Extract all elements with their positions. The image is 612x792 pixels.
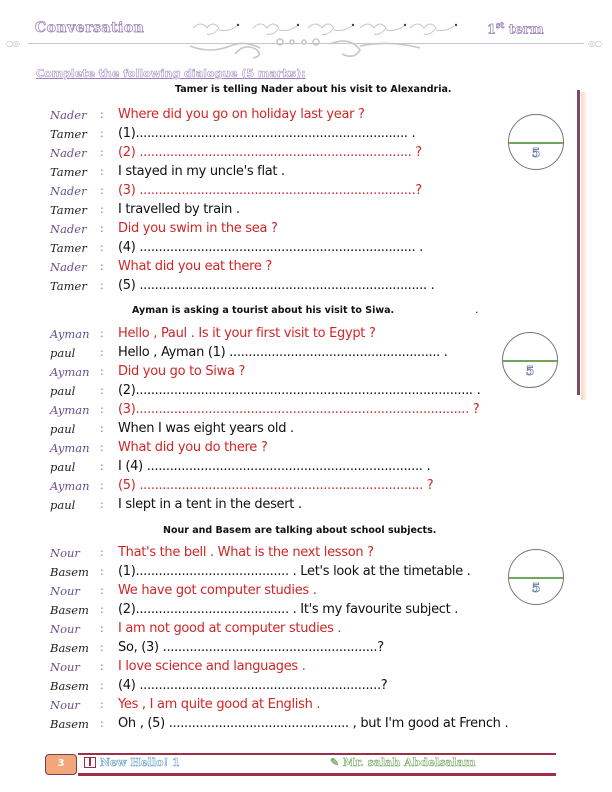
- series-title: New Hello! 1: [100, 756, 180, 769]
- answer-blank[interactable]: (1)....................................................................... .: [118, 126, 416, 141]
- dialogue-line: Tamer : I travelled by train .: [50, 202, 240, 217]
- stray-mark: .: [475, 303, 479, 316]
- score-circle: 5: [502, 332, 558, 388]
- dialogue-line: paul : I slept in a tent in the desert .: [50, 497, 302, 512]
- dialogue-line[interactable]: paul : I (4) ........................................................................ .: [50, 459, 431, 474]
- dialogue-line[interactable]: Ayman : (3)....................................................................................... ?: [50, 402, 480, 417]
- answer-blank[interactable]: (2)........................................ . It's my favourite subject .: [118, 602, 459, 617]
- dialogue-line[interactable]: Ayman : (5) .......................................................................... ?: [50, 478, 434, 493]
- flourish-ornament-icon: [180, 36, 440, 62]
- dialogue-1-subtitle: Tamer is telling Nader about his visit to Alexandria.: [175, 84, 452, 95]
- hearts-ornament-icon: [188, 18, 478, 38]
- dialogue-line[interactable]: paul : (2)........................................................................................ .: [50, 383, 481, 398]
- answer-blank[interactable]: Oh , (5) ............................................... , but I'm good at French .: [118, 716, 509, 731]
- answer-blank[interactable]: (2) ....................................................................... ?: [118, 145, 422, 160]
- answer-blank[interactable]: (4) ...............................................................?: [118, 678, 388, 693]
- dialogue-line[interactable]: Basem : Oh , (5) ............................................... , but I'm good at French .: [50, 716, 509, 731]
- footer-rule-bottom: [78, 773, 556, 776]
- answer-blank[interactable]: So, (3) ........................................................?: [118, 640, 384, 655]
- dialogue-line: Nader : What did you eat there ?: [50, 259, 272, 274]
- answer-blank[interactable]: (4) ........................................................................ .: [118, 240, 423, 255]
- dialogue-line: Nour : I love science and languages .: [50, 659, 306, 674]
- book-icon: [84, 757, 96, 768]
- rule-ornament-icon: ○◎: [6, 39, 20, 48]
- instruction-heading: Complete the following dialogue (5 marks):: [36, 67, 306, 80]
- answer-blank[interactable]: (2)........................................................................................ .: [118, 383, 481, 398]
- answer-blank[interactable]: Hello , Ayman (1) ....................................................... .: [118, 345, 448, 360]
- dialogue-line: paul : When I was eight years old .: [50, 421, 294, 436]
- author-name: ✎ Mr. salah Abdelsalam: [330, 756, 476, 769]
- dialogue-3-subtitle: Nour and Basem are talking about school subjects.: [163, 525, 437, 536]
- dialogue-line[interactable]: Basem : (1)........................................ . Let's look at the timetable .: [50, 564, 471, 579]
- dialogue-line[interactable]: Basem : (4) ...............................................................?: [50, 678, 388, 693]
- right-border-decoration: [577, 90, 580, 395]
- dialogue-line: Ayman : Did you go to Siwa ?: [50, 364, 246, 379]
- dialogue-line[interactable]: Tamer : (4) ........................................................................ .: [50, 240, 423, 255]
- page-header: [0, 0, 612, 60]
- header-title: Conversation: [35, 20, 145, 36]
- dialogue-line[interactable]: paul : Hello , Ayman (1) ....................................................... .: [50, 345, 448, 360]
- answer-blank[interactable]: (5) .......................................................................... ?: [118, 478, 434, 493]
- rule-ornament-icon: ◎○: [588, 39, 602, 48]
- pen-icon: ✎: [330, 756, 344, 769]
- answer-blank[interactable]: I (4) ........................................................................ .: [118, 459, 431, 474]
- dialogue-line[interactable]: Nader : (3) ........................................................................?: [50, 183, 422, 198]
- dialogue-line[interactable]: Basem : (2)........................................ . It's my favourite subject .: [50, 602, 459, 617]
- dialogue-line[interactable]: Tamer : (5) ........................................................................... .: [50, 278, 435, 293]
- dialogue-line: Ayman : Hello , Paul . Is it your first visit to Egypt ?: [50, 326, 376, 341]
- footer-rule-top: [78, 753, 556, 755]
- answer-blank[interactable]: (1)........................................ . Let's look at the timetable .: [118, 564, 471, 579]
- score-circle: 5: [508, 549, 564, 605]
- score-circle: 5: [508, 114, 564, 170]
- dialogue-line: Nour : I am not good at computer studies .: [50, 621, 342, 636]
- answer-blank[interactable]: (5) ........................................................................... .: [118, 278, 435, 293]
- dialogue-line: Ayman : What did you do there ?: [50, 440, 268, 455]
- dialogue-line: Nader : Did you swim in the sea ?: [50, 221, 278, 236]
- answer-blank[interactable]: (3)....................................................................................... ?: [118, 402, 480, 417]
- dialogue-line: Nour : Yes , I am quite good at English .: [50, 697, 321, 712]
- dialogue-line[interactable]: Tamer : (1)....................................................................... .: [50, 126, 416, 141]
- dialogue-line: Nader : Where did you go on holiday last year ?: [50, 107, 365, 122]
- page-number: 3: [45, 754, 77, 775]
- answer-blank[interactable]: (3) ........................................................................?: [118, 183, 422, 198]
- dialogue-line[interactable]: Nader : (2) ....................................................................... ?: [50, 145, 422, 160]
- dialogue-2-subtitle: Ayman is asking a tourist about his visit to Siwa.: [132, 305, 395, 316]
- term-label: 1st term: [487, 20, 544, 38]
- dialogue-line: Tamer : I stayed in my uncle's flat .: [50, 164, 285, 179]
- dialogue-line: Nour : We have got computer studies .: [50, 583, 317, 598]
- dialogue-line: Nour : That's the bell . What is the next lesson ?: [50, 545, 374, 560]
- right-border-shadow: [581, 92, 586, 400]
- dialogue-line[interactable]: Basem : So, (3) ........................................................?: [50, 640, 384, 655]
